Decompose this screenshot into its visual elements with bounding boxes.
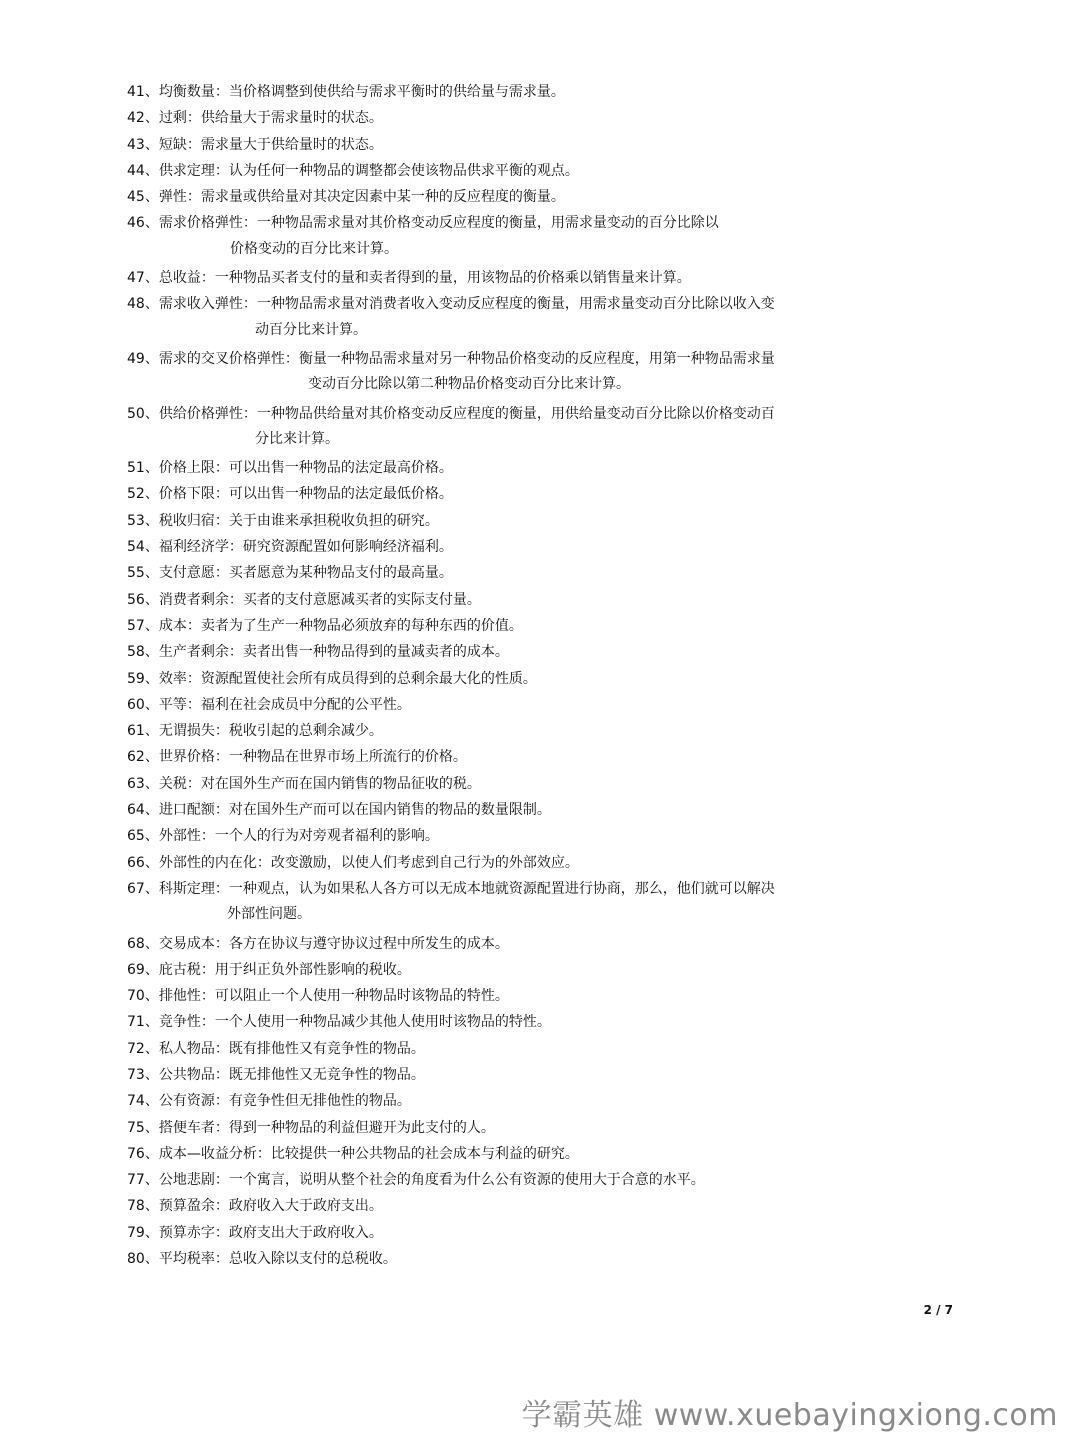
entry-70 xyxy=(127,983,877,1009)
entry-56 xyxy=(127,587,877,613)
entry-58 xyxy=(127,639,877,665)
entry-text: 45、弹性：需求量或供给量对其决定因素中某一种的反应程度的衡量。 xyxy=(127,189,565,206)
entry-text-line1: 50、供给价格弹性：一种物品供给量对其价格变动反应程度的衡量，用供给量变动百分比除以价格变动百 xyxy=(127,405,775,422)
entry-text: 41、均衡数量：当价格调整到使供给与需求平衡时的供给量与需求量。 xyxy=(127,84,565,100)
entry-text: 51、价格上限：可以出售一种物品的法定最高价格。 xyxy=(127,460,453,477)
entry-57 xyxy=(127,613,877,639)
entry-text: 66、外部性的内在化：改变激励，以使人们考虑到自己行为的外部效应。 xyxy=(127,854,579,871)
entry-42 xyxy=(127,105,877,131)
page-number: 2 / 7 xyxy=(923,1303,953,1317)
entry-text: 43、短缺：需求量大于供给量时的状态。 xyxy=(127,136,383,153)
entry-76 xyxy=(127,1141,877,1167)
entry-text: 78、预算盈余：政府收入大于政府支出。 xyxy=(127,1198,383,1215)
entry-text-line1: 46、需求价格弹性：一种物品需求量对其价格变动反应程度的衡量，用需求量变动的百分比除以 xyxy=(127,215,719,232)
entry-text: 71、竞争性：一个人使用一种物品减少其他人使用时该物品的特性。 xyxy=(127,1014,551,1031)
entry-text: 79、预算赤字：政府支出大于政府收入。 xyxy=(127,1224,383,1241)
entry-text-line1: 67、科斯定理：一种观点，认为如果私人各方可以无成本地就资源配置进行协商，那么，他们就可以解决 xyxy=(127,880,775,897)
entry-53 xyxy=(127,508,877,534)
entry-text-line2: 分比来计算。 xyxy=(255,430,339,447)
entry-61 xyxy=(127,718,877,744)
entry-44 xyxy=(127,158,877,184)
entry-72 xyxy=(127,1036,877,1062)
entry-text: 54、福利经济学：研究资源配置如何影响经济福利。 xyxy=(127,539,453,556)
entry-41 xyxy=(127,79,877,105)
entry-68 xyxy=(127,931,877,957)
entry-text: 75、搭便车者：得到一种物品的利益但避开为此支付的人。 xyxy=(127,1119,495,1136)
entry-51 xyxy=(127,455,877,481)
entry-text: 77、公地悲剧：一个寓言，说明从整个社会的角度看为什么公有资源的使用大于合意的水平。 xyxy=(127,1172,705,1189)
entry-text: 74、公有资源：有竞争性但无排他性的物品。 xyxy=(127,1093,411,1110)
entry-text: 55、支付意愿：买者愿意为某种物品支付的最高量。 xyxy=(127,565,453,582)
entry-47 xyxy=(127,265,877,291)
entry-77 xyxy=(127,1167,877,1193)
entry-59 xyxy=(127,666,877,692)
entry-67 xyxy=(127,876,877,928)
entry-80 xyxy=(127,1246,877,1272)
entry-49 xyxy=(127,346,877,398)
entry-69 xyxy=(127,957,877,983)
entry-text-line1: 49、需求的交叉价格弹性：衡量一种物品需求量对另一种物品价格变动的反应程度，用第一种物品需求量 xyxy=(127,350,775,367)
site-watermark: 学霸英雄 www.xuebayingxiong.com xyxy=(521,1398,1058,1433)
entry-text: 69、庇古税：用于纠正负外部性影响的税收。 xyxy=(127,961,411,978)
entry-64 xyxy=(127,797,877,823)
entry-75 xyxy=(127,1115,877,1141)
glossary-list xyxy=(127,79,877,1272)
entry-66 xyxy=(127,850,877,876)
entry-65 xyxy=(127,823,877,849)
entry-text: 68、交易成本：各方在协议与遵守协议过程中所发生的成本。 xyxy=(127,935,509,952)
entry-text-line2: 外部性问题。 xyxy=(227,906,311,923)
entry-48 xyxy=(127,291,877,343)
entry-text: 53、税收归宿：关于由谁来承担税收负担的研究。 xyxy=(127,512,439,529)
entry-text: 59、效率：资源配置使社会所有成员得到的总剩余最大化的性质。 xyxy=(127,670,537,687)
entry-79 xyxy=(127,1220,877,1246)
entry-45 xyxy=(127,184,877,210)
entry-55 xyxy=(127,560,877,586)
entry-text: 61、无谓损失：税收引起的总剩余减少。 xyxy=(127,723,383,740)
entry-text: 57、成本：卖者为了生产一种物品必须放弃的每种东西的价值。 xyxy=(127,617,523,634)
entry-text: 70、排他性：可以阻止一个人使用一种物品时该物品的特性。 xyxy=(127,988,509,1005)
entry-text-line2: 动百分比来计算。 xyxy=(255,321,367,338)
entry-text: 65、外部性：一个人的行为对旁观者福利的影响。 xyxy=(127,828,439,845)
entry-text-line2: 变动百分比除以第二种物品价格变动百分比来计算。 xyxy=(308,376,630,393)
entry-text: 73、公共物品：既无排他性又无竞争性的物品。 xyxy=(127,1066,425,1083)
entry-text: 56、消费者剩余：买者的支付意愿减买者的实际支付量。 xyxy=(127,591,481,608)
entry-text: 63、关税：对在国外生产而在国内销售的物品征收的税。 xyxy=(127,775,481,792)
entry-text: 80、平均税率：总收入除以支付的总税收。 xyxy=(127,1251,397,1268)
entry-text: 76、成本—收益分析：比较提供一种公共物品的社会成本与利益的研究。 xyxy=(127,1145,579,1162)
entry-74 xyxy=(127,1088,877,1114)
entry-71 xyxy=(127,1009,877,1035)
entry-50 xyxy=(127,401,877,453)
entry-text-line2: 价格变动的百分比来计算。 xyxy=(230,240,398,257)
entry-text: 42、过剩：供给量大于需求量时的状态。 xyxy=(127,110,383,127)
entry-43 xyxy=(127,132,877,158)
entry-text: 60、平等：福利在社会成员中分配的公平性。 xyxy=(127,696,411,713)
entry-text: 72、私人物品：既有排他性又有竞争性的物品。 xyxy=(127,1040,425,1057)
entry-60 xyxy=(127,692,877,718)
entry-73 xyxy=(127,1062,877,1088)
entry-text: 44、供求定理：认为任何一种物品的调整都会使该物品供求平衡的观点。 xyxy=(127,162,579,179)
entry-78 xyxy=(127,1193,877,1219)
entry-63 xyxy=(127,771,877,797)
entry-62 xyxy=(127,744,877,770)
entry-text: 64、进口配额：对在国外生产而可以在国内销售的物品的数量限制。 xyxy=(127,802,551,819)
entry-54 xyxy=(127,534,877,560)
entry-text: 62、世界价格：一种物品在世界市场上所流行的价格。 xyxy=(127,749,467,766)
entry-text-line1: 48、需求收入弹性：一种物品需求量对消费者收入变动反应程度的衡量，用需求量变动百分比除以收入变 xyxy=(127,296,775,313)
entry-text: 58、生产者剩余：卖者出售一种物品得到的量减卖者的成本。 xyxy=(127,644,509,661)
entry-46 xyxy=(127,210,877,262)
entry-52 xyxy=(127,481,877,507)
entry-text: 47、总收益：一种物品买者支付的量和卖者得到的量，用该物品的价格乘以销售量来计算。 xyxy=(127,270,691,287)
entry-text: 52、价格下限：可以出售一种物品的法定最低价格。 xyxy=(127,486,453,503)
